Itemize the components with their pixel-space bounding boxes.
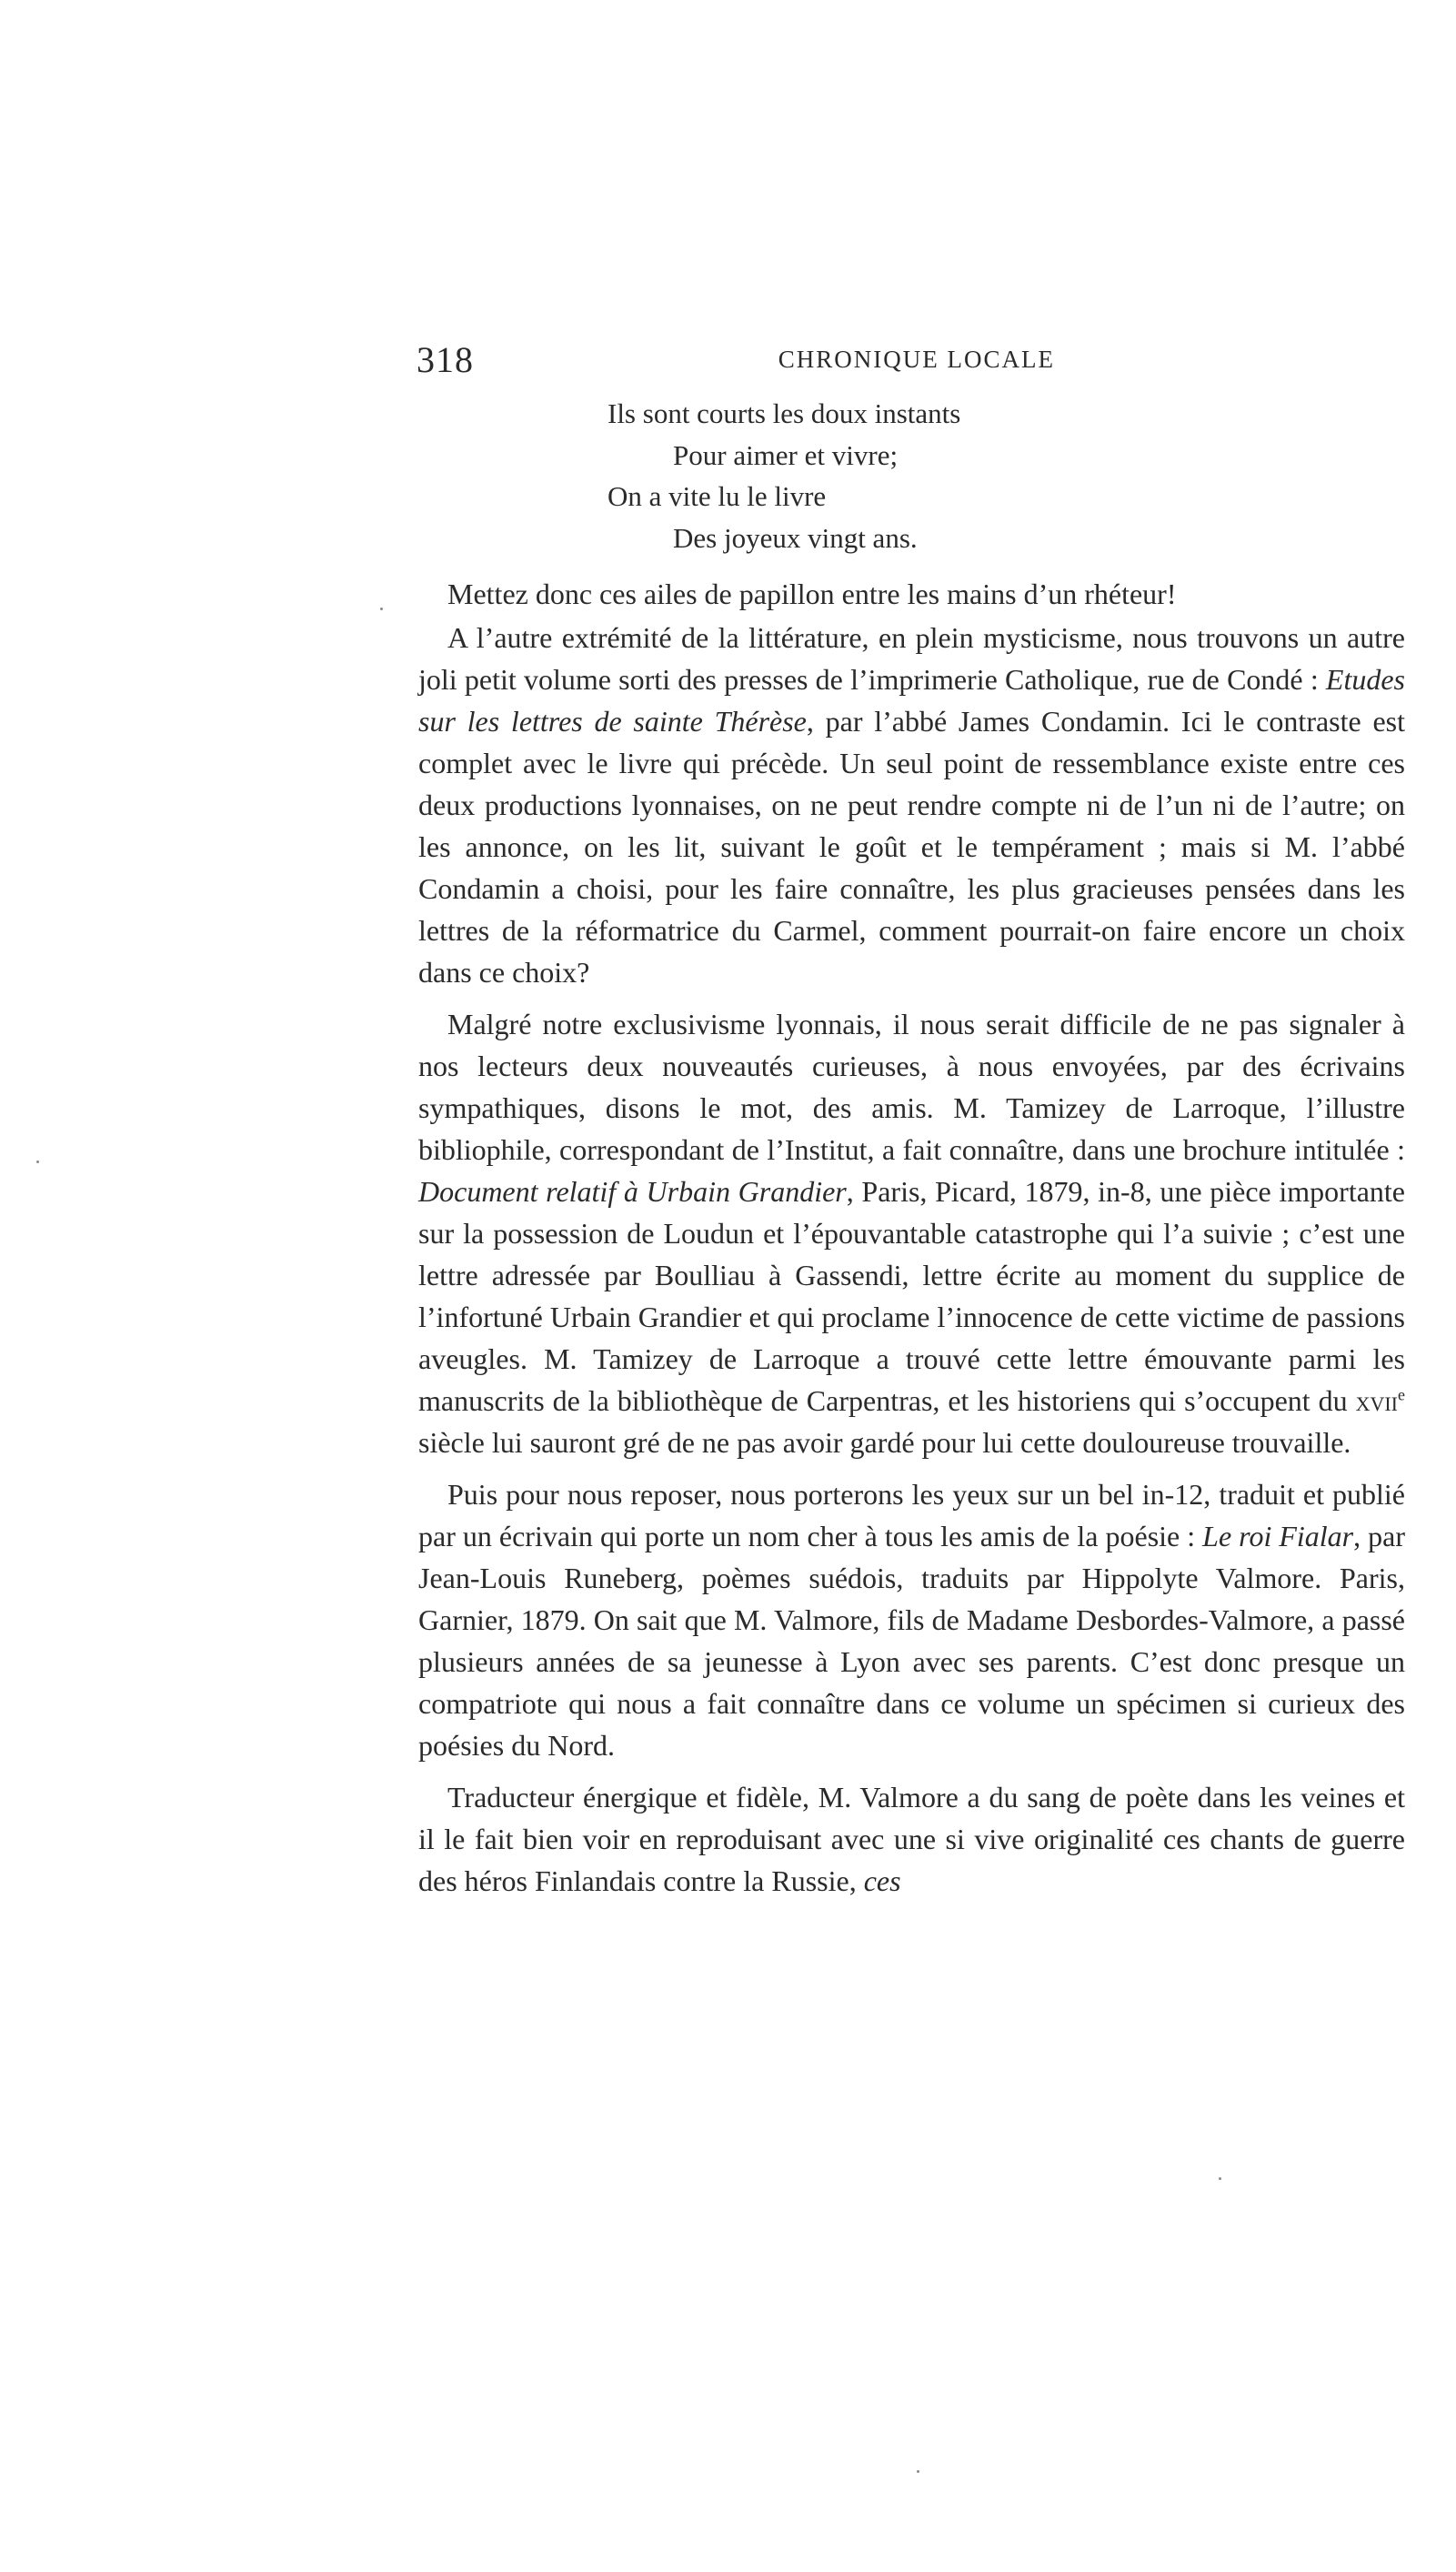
paragraph [418,1473,1405,1766]
book-title: Etudes sur les lettres de sainte Thérèse [418,663,1405,738]
book-title: Document relatif à Urbain Grandier [418,1175,847,1208]
scan-speck [917,2470,919,2473]
paragraph [418,617,1405,993]
page-number: 318 [417,339,474,380]
scan-speck [1219,2177,1221,2180]
verse-stanza [608,393,960,558]
superscript: e [1398,1385,1405,1404]
text-run: A l’autre extrémité de la littérature, en plein mysticisme, nous trouvons un autre joli petit volume sorti des presses de l’imprimerie Catholique, rue de Condé : [418,621,1405,696]
verse-line: On a vite lu le livre [608,480,827,512]
running-head: CHRONIQUE LOCALE [778,346,1055,373]
text-run: Malgré notre exclusivisme lyonnais, il nous serait difficile de ne pas signaler à nos lecteurs deux nouveautés curieuses, à nous envoyées, par des écrivains sympathiques, disons le mot, des amis. M. Tamizey de Larroque, l’illustre bibliophile, correspondant de l’Institut, a fait connaître, dans une brochure intitulée : [418,1008,1405,1166]
text-run: , par Jean-Louis Runeberg, poèmes suédois, traduits par Hippolyte Valmore. Paris, Garnier, 1879. On sait que M. Valmore, fils de Madame Desbordes-Valmore, a passé plusieurs années de sa jeunesse à Lyon avec ses parents. C’est donc presque un compatriote qui nous a fait connaître dans ce volume un spécimen si curieux des poésies du Nord. [418,1520,1406,1762]
century-numeral: xvii [1355,1384,1398,1417]
book-title: Le roi Fialar [1202,1520,1354,1552]
body-text [418,573,1405,1912]
paragraph [418,1003,1405,1463]
scan-speck [380,608,383,610]
verse-line: Des joyeux vingt ans. [673,521,918,554]
scan-speck [36,1160,39,1163]
text-run: siècle lui sauront gré de ne pas avoir gardé pour lui cette douloureuse trouvaille. [418,1426,1351,1459]
text-run: , par l’abbé James Condamin. Ici le contraste est complet avec le livre qui précède. Un seul point de ressemblance existe entre ces deux productions lyonnaises, on ne peut rendre compte ni de l’un ni de l’autre; on les annonce, on les lit, suivant le goût et le tempérament ; mais si M. l’abbé Condamin a choisi, pour les faire connaître, les plus gracieuses pensées dans les lettres de la réformatrice du Carmel, comment pourrait-on faire encore un choix dans ce choix? [418,705,1406,989]
paragraph [418,573,1405,615]
verse-line: Ils sont courts les doux instants [608,397,961,429]
italic-word: ces [863,1864,901,1897]
text-run: Mettez donc ces ailes de papillon entre les mains d’un rhéteur! [447,578,1177,610]
text-run: Puis pour nous reposer, nous porterons les yeux sur un bel in-12, traduit et publié par un écrivain qui porte un nom cher à tous les amis de la poésie : [418,1478,1405,1552]
text-run: Traducteur énergique et fidèle, M. Valmore a du sang de poète dans les veines et il le fait bien voir en reproduisant avec une si vive originalité ces chants de guerre des héros Finlandais contre la Russie, [418,1781,1405,1897]
page-header [417,338,1055,384]
paragraph [418,1776,1405,1902]
verse-line: Pour aimer et vivre; [673,438,899,471]
text-run: , Paris, Picard, 1879, in-8, une pièce importante sur la possession de Loudun et l’épouvantable catastrophe qui l’a suivie ; c’est une lettre adressée par Boulliau à Gassendi, lettre écrite au moment du supplice de l’infortuné Urbain Grandier et qui proclame l’innocence de cette victime de passions aveugles. M. Tamizey de Larroque a trouvé cette lettre émouvante parmi les manuscrits de la bibliothèque de Carpentras, et les historiens qui s’occupent du [418,1175,1406,1417]
